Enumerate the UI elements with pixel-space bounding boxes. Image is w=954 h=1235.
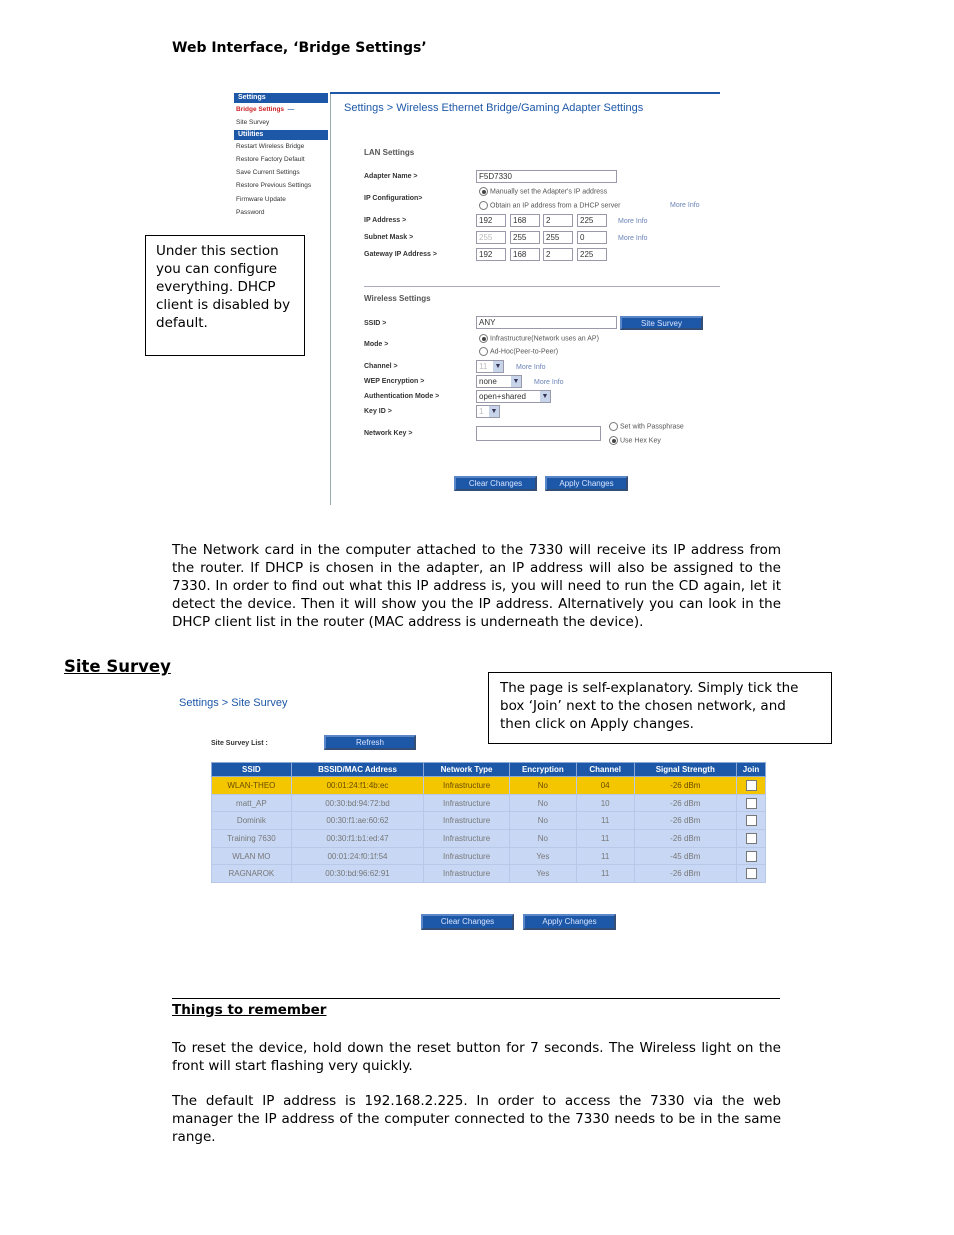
survey-list-label: Site Survey List : bbox=[211, 740, 268, 747]
hex-key-option[interactable]: Use Hex Key bbox=[609, 436, 661, 445]
chevron-down-icon: ▼ bbox=[490, 408, 498, 415]
ip-address-label: IP Address > bbox=[364, 217, 407, 224]
chevron-down-icon: ▼ bbox=[512, 378, 520, 385]
auth-mode-select[interactable]: open+shared ▼ bbox=[476, 390, 551, 403]
subnet-octet-2[interactable]: 255 bbox=[510, 231, 540, 244]
cell-encryption: No bbox=[509, 794, 576, 812]
join-checkbox[interactable] bbox=[746, 815, 757, 826]
ip-config-dhcp-option[interactable]: Obtain an IP address from a DHCP server bbox=[479, 201, 620, 210]
radio-hex-key[interactable] bbox=[609, 436, 618, 445]
cell-join bbox=[737, 865, 766, 883]
passphrase-option[interactable]: Set with Passphrase bbox=[609, 422, 684, 431]
cell-join bbox=[737, 812, 766, 830]
key-id-select[interactable]: 1 ▼ bbox=[476, 405, 500, 418]
ssid-label: SSID > bbox=[364, 320, 387, 327]
sidebar-settings-header: Settings bbox=[234, 93, 328, 103]
survey-apply-changes-button[interactable]: Apply Changes bbox=[523, 914, 616, 930]
table-row[interactable] bbox=[212, 794, 766, 812]
cell-join bbox=[737, 777, 766, 795]
join-checkbox[interactable] bbox=[746, 868, 757, 879]
col-join: Join bbox=[737, 763, 766, 777]
table-row[interactable] bbox=[212, 777, 766, 795]
col-network-type: Network Type bbox=[424, 763, 510, 777]
gateway-octet-2[interactable]: 168 bbox=[510, 248, 540, 261]
table-row[interactable] bbox=[212, 847, 766, 865]
callout-site-survey: The page is self-explanatory. Simply tick the box ‘Join’ next to the chosen network, and then click on Apply changes. bbox=[488, 672, 832, 744]
sidebar-item-restore-default[interactable]: Restore Factory Default bbox=[236, 155, 305, 163]
more-info-link[interactable]: More Info bbox=[516, 364, 546, 371]
things-heading: Things to remember bbox=[172, 1002, 327, 1018]
adapter-name-input[interactable]: F5D7330 bbox=[476, 170, 617, 183]
ip-octet-1[interactable]: 192 bbox=[476, 214, 506, 227]
survey-page-title: Settings > Site Survey bbox=[179, 697, 288, 709]
subnet-octet-4[interactable]: 0 bbox=[577, 231, 607, 244]
col-bssid: BSSID/MAC Address bbox=[291, 763, 423, 777]
lan-section-title: LAN Settings bbox=[364, 148, 415, 157]
join-checkbox[interactable] bbox=[746, 851, 757, 862]
survey-clear-changes-button[interactable]: Clear Changes bbox=[421, 914, 514, 930]
col-signal: Signal Strength bbox=[634, 763, 736, 777]
cell-channel: 11 bbox=[576, 847, 634, 865]
radio-infrastructure[interactable] bbox=[479, 334, 488, 343]
join-checkbox[interactable] bbox=[746, 798, 757, 809]
refresh-button[interactable]: Refresh bbox=[324, 735, 416, 750]
cell-bssid: 00:30:bd:94:72:bd bbox=[291, 794, 423, 812]
subnet-octet-1[interactable]: 255 bbox=[476, 231, 506, 244]
cell-network-type: Infrastructure bbox=[424, 777, 510, 795]
cell-join bbox=[737, 847, 766, 865]
section-divider bbox=[364, 286, 720, 287]
cell-network-type: Infrastructure bbox=[424, 847, 510, 865]
radio-manual[interactable] bbox=[479, 187, 488, 196]
chevron-down-icon: ▼ bbox=[541, 393, 549, 400]
key-id-label: Key ID > bbox=[364, 408, 392, 415]
gateway-label: Gateway IP Address > bbox=[364, 251, 437, 258]
more-info-link[interactable]: More Info bbox=[618, 218, 648, 225]
network-key-input[interactable] bbox=[476, 426, 601, 441]
chevron-down-icon: ▼ bbox=[494, 363, 502, 370]
mode-infrastructure-option[interactable]: Infrastructure(Network uses an AP) bbox=[479, 334, 599, 343]
cell-encryption: Yes bbox=[509, 865, 576, 883]
channel-label: Channel > bbox=[364, 363, 398, 370]
cell-join bbox=[737, 830, 766, 848]
cell-channel: 04 bbox=[576, 777, 634, 795]
sidebar-item-bridge-settings[interactable]: Bridge Settings — bbox=[236, 106, 295, 113]
cell-network-type: Infrastructure bbox=[424, 865, 510, 883]
join-checkbox[interactable] bbox=[746, 833, 757, 844]
cell-signal: -26 dBm bbox=[634, 830, 736, 848]
cell-encryption: No bbox=[509, 812, 576, 830]
gateway-octet-1[interactable]: 192 bbox=[476, 248, 506, 261]
radio-adhoc[interactable] bbox=[479, 347, 488, 356]
cell-bssid: 00:30:f1:b1:ed:47 bbox=[291, 830, 423, 848]
cell-join bbox=[737, 794, 766, 812]
cell-bssid: 00:01:24:f1:4b:ec bbox=[291, 777, 423, 795]
cell-signal: -26 dBm bbox=[634, 865, 736, 883]
cell-signal: -26 dBm bbox=[634, 777, 736, 795]
callout-bridge: Under this section you can configure everything. DHCP client is disabled by default. bbox=[145, 235, 305, 356]
cell-signal: -26 dBm bbox=[634, 812, 736, 830]
col-ssid: SSID bbox=[212, 763, 292, 777]
sidebar-item-restore-previous[interactable]: Restore Previous Settings bbox=[236, 182, 312, 190]
site-survey-button[interactable]: Site Survey bbox=[620, 316, 703, 330]
gateway-octet-4[interactable]: 225 bbox=[577, 248, 607, 261]
subnet-label: Subnet Mask > bbox=[364, 234, 414, 241]
cell-channel: 11 bbox=[576, 865, 634, 883]
wireless-section-title: Wireless Settings bbox=[364, 294, 431, 303]
divider bbox=[172, 998, 780, 999]
cell-ssid: Training 7630 bbox=[212, 830, 292, 848]
radio-passphrase[interactable] bbox=[609, 422, 618, 431]
ip-config-label: IP Configuration> bbox=[364, 195, 423, 202]
cell-ssid: WLAN MO bbox=[212, 847, 292, 865]
page-title: Settings > Wireless Ethernet Bridge/Gaming Adapter Settings bbox=[344, 102, 644, 114]
adapter-name-label: Adapter Name > bbox=[364, 173, 418, 180]
cell-ssid: matt_AP bbox=[212, 794, 292, 812]
clear-changes-button[interactable]: Clear Changes bbox=[454, 476, 537, 491]
mode-adhoc-option[interactable]: Ad-Hoc(Peer-to-Peer) bbox=[479, 347, 558, 356]
paragraph-default-ip: The default IP address is 192.168.2.225. In order to access the 7330 via the web manager the IP address of the computer connected to the 7330 needs to be in the same range. bbox=[172, 1093, 781, 1145]
cell-ssid: Dominik bbox=[212, 812, 292, 830]
auth-mode-label: Authentication Mode > bbox=[364, 393, 440, 400]
paragraph-reset: To reset the device, hold down the reset button for 7 seconds. The Wireless light on the front will start flashing very quickly. bbox=[172, 1040, 781, 1074]
wep-select[interactable]: none ▼ bbox=[476, 375, 522, 388]
ssid-input[interactable]: ANY bbox=[476, 316, 617, 329]
cell-network-type: Infrastructure bbox=[424, 830, 510, 848]
table-header-row bbox=[212, 763, 766, 777]
sidebar-item-site-survey[interactable]: Site Survey bbox=[236, 119, 270, 127]
cell-channel: 10 bbox=[576, 794, 634, 812]
cell-ssid: WLAN-THEO bbox=[212, 777, 292, 795]
table-row[interactable] bbox=[212, 865, 766, 883]
cell-network-type: Infrastructure bbox=[424, 812, 510, 830]
wep-label: WEP Encryption > bbox=[364, 378, 425, 385]
col-channel: Channel bbox=[576, 763, 634, 777]
cell-bssid: 00:30:f1:ae:60:62 bbox=[291, 812, 423, 830]
sidebar-item-password[interactable]: Password bbox=[236, 209, 265, 217]
cell-signal: -45 dBm bbox=[634, 847, 736, 865]
top-rule bbox=[330, 92, 720, 94]
cell-encryption: Yes bbox=[509, 847, 576, 865]
more-info-link[interactable]: More Info bbox=[670, 202, 700, 209]
cell-encryption: No bbox=[509, 777, 576, 795]
paragraph-dhcp: The Network card in the computer attached to the 7330 will receive its IP address from the router. If DHCP is chosen in the adapter, an IP address will also be assigned to the 7330. In order to find out what this IP address is, you will need to run the CD again, let it detect the device. Then it will show you the IP address. Alternatively you can look in the DHCP client list in the router (MAC address is underneath the device). bbox=[172, 542, 781, 630]
cell-network-type: Infrastructure bbox=[424, 794, 510, 812]
sidebar-item-save-settings[interactable]: Save Current Settings bbox=[236, 169, 300, 177]
ip-config-manual-option[interactable]: Manually set the Adapter's IP address bbox=[479, 187, 607, 196]
subnet-octet-3[interactable]: 255 bbox=[543, 231, 573, 244]
cell-encryption: No bbox=[509, 830, 576, 848]
site-survey-table bbox=[211, 762, 766, 883]
ip-octet-3[interactable]: 2 bbox=[543, 214, 573, 227]
more-info-link[interactable]: More Info bbox=[534, 379, 564, 386]
table-row[interactable] bbox=[212, 830, 766, 848]
sidebar-item-restart[interactable]: Restart Wireless Bridge bbox=[236, 142, 305, 150]
join-checkbox[interactable] bbox=[746, 780, 757, 791]
radio-dhcp[interactable] bbox=[479, 201, 488, 210]
col-encryption: Encryption bbox=[509, 763, 576, 777]
cell-bssid: 00:01:24:f0:1f:54 bbox=[291, 847, 423, 865]
cell-bssid: 00:30:bd:96:62:91 bbox=[291, 865, 423, 883]
network-key-label: Network Key > bbox=[364, 430, 413, 437]
cell-ssid: RAGNAROK bbox=[212, 865, 292, 883]
ip-octet-4[interactable]: 225 bbox=[577, 214, 607, 227]
doc-heading: Web Interface, ‘Bridge Settings’ bbox=[172, 40, 427, 56]
table-row[interactable] bbox=[212, 812, 766, 830]
more-info-link[interactable]: More Info bbox=[618, 235, 648, 242]
channel-select[interactable]: 11 ▼ bbox=[476, 360, 504, 373]
cell-channel: 11 bbox=[576, 830, 634, 848]
mode-label: Mode > bbox=[364, 341, 389, 348]
site-survey-heading: Site Survey bbox=[64, 657, 171, 676]
sidebar-utilities-header: Utilities bbox=[234, 130, 328, 140]
apply-changes-button[interactable]: Apply Changes bbox=[545, 476, 628, 491]
cell-channel: 11 bbox=[576, 812, 634, 830]
cell-signal: -26 dBm bbox=[634, 794, 736, 812]
gateway-octet-3[interactable]: 2 bbox=[543, 248, 573, 261]
sidebar-item-firmware[interactable]: Firmware Update bbox=[236, 195, 286, 203]
ip-octet-2[interactable]: 168 bbox=[510, 214, 540, 227]
